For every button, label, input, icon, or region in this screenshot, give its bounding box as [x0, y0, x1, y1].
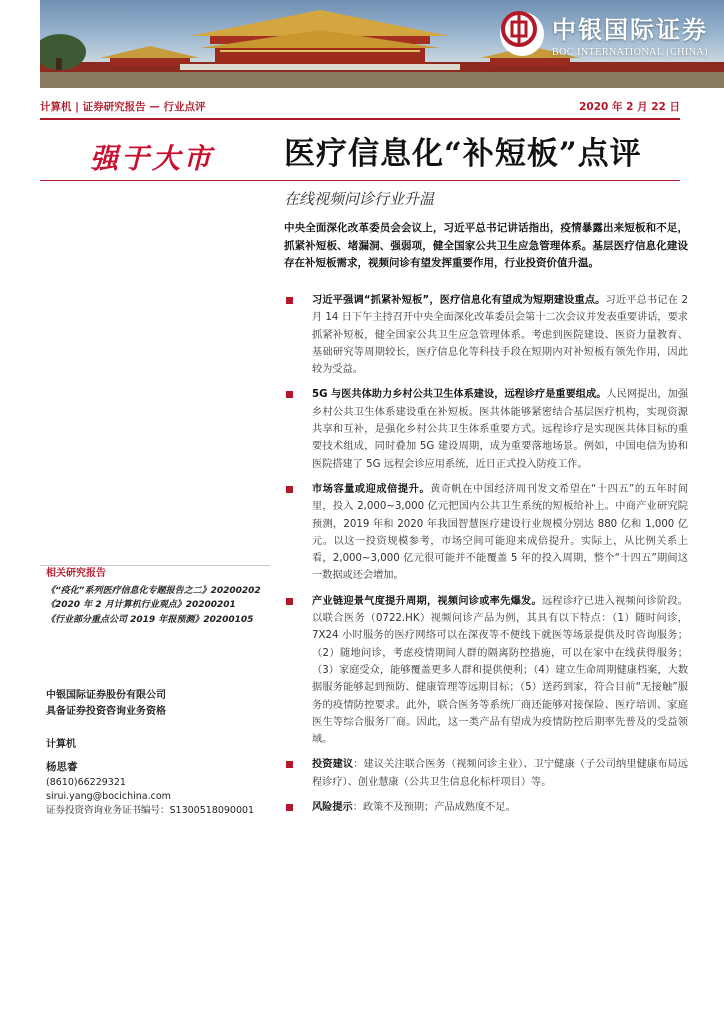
related-reports	[46, 567, 266, 627]
bullet-list	[284, 292, 688, 824]
sector-label: 计算机	[46, 739, 76, 750]
report-date: 2020 年 2 月 22 日	[579, 100, 680, 113]
related-report-item: 《行业部分重点公司 2019 年报预测》20200105	[46, 614, 254, 625]
divider-top	[40, 118, 680, 120]
bullet-lead: 产业链迎景气度提升周期，视频问诊或率先爆发。	[312, 595, 542, 607]
analyst-email: sirui.yang@bocichina.com	[46, 791, 171, 802]
bullet-body: 黄奇帆在中国经济周刊发文希望在“十四五”的五年时间里，投入 2,000~3,000 亿元把国内公共卫生系统的短板给补上。中商产业研究院预测，2019 年和 2020 年我国智慧医疗建设行业规模分别达 880 亿和 1,000 亿元。以这一投资规模参考，市场空间可能迎来成倍提升。实际上，从比例关系上看，2,000~3,000 亿元很可能并不能覆盖 5 年的投入周期，整个“十四五”期间这一数据或还会增加。	[312, 483, 688, 582]
bullet-square-icon	[286, 761, 293, 768]
bullet-item	[284, 481, 688, 585]
related-report-item: 《“疫化”系列医疗信息化专题报告之二》20200202	[46, 585, 261, 596]
bullet-body: 人民网提出，加强乡村公共卫生体系建设重在补短板。医共体能够紧密结合基层医疗机构，实现资源共享和互补，是强化乡村公共卫生体系重要方式。远程诊疗是实现医共体目标的重要技术组成，同时叠加 5G 建设周期，成为重要落地场景。例如，中国电信为协和医院搭建了 5G 远程会诊应用系统，近日正式投入防疫工作。	[312, 389, 689, 470]
related-reports-title: 相关研究报告	[46, 568, 106, 579]
brand	[500, 10, 708, 58]
bullet-square-icon	[286, 598, 293, 605]
bullet-square-icon	[286, 297, 293, 304]
brand-name-cn: 中银国际证券	[551, 15, 708, 44]
bullet-body: ：政策不及预期；产品成熟度不足。	[352, 802, 516, 814]
report-title: 医疗信息化“补短板”点评	[284, 136, 642, 172]
analyst-info	[46, 760, 266, 818]
bullet-item	[284, 292, 688, 378]
header-banner	[40, 0, 724, 88]
bullet-body: ：建议关注联合医务（视频问诊主业）、卫宁健康（子公司纳里健康布局远程诊疗）、创业慧康（公共卫生信息化标杆项目）等。	[312, 759, 688, 788]
bullet-body: 习近平总书记在 2 月 14 日下午主持召开中央全面深化改革委员会第十二次会议并发表重要讲话，要求抓紧补短板，健全国家公共卫生应急管理体系。考虑到医院建设、医资力量教育、基础研究等周期较长，医疗信息化等科技手段在短期内对补短板有领先作用，因此较为受益。	[312, 295, 688, 376]
bullet-lead: 风险提示	[312, 802, 353, 814]
bullet-square-icon	[286, 391, 293, 398]
report-meta-bar	[40, 96, 680, 116]
bullet-item	[284, 756, 688, 791]
analyst-phone: (8610)66229321	[46, 777, 126, 788]
company-name: 中银国际证券股份有限公司	[46, 690, 166, 701]
bullet-lead: 5G 与医共体助力乡村公共卫生体系建设，远程诊疗是重要组成。	[312, 389, 607, 401]
divider-related	[40, 565, 270, 566]
company-qualification: 具备证券投资咨询业务资格	[46, 706, 166, 717]
related-report-item: 《2020 年 2 月计算机行业观点》20200201	[46, 600, 236, 610]
divider-title	[40, 180, 680, 181]
brand-name-en: BOC INTERNATIONAL (CHINA)	[551, 47, 708, 58]
bullet-item	[284, 593, 688, 749]
report-category: 计算机 | 证券研究报告 — 行业点评	[40, 100, 206, 113]
company-info	[46, 688, 266, 720]
bullet-lead: 习近平强调“抓紧补短板”，医疗信息化有望成为短期建设重点。	[312, 295, 606, 306]
analyst-name: 杨思睿	[46, 761, 78, 773]
analyst-cert: 证券投资咨询业务证书编号：S1300518090001	[46, 805, 255, 816]
summary-paragraph: 中央全面深化改革委员会会议上，习近平总书记讲话指出，疫情暴露出来短板和不足，抓紧补短板、堵漏洞、强弱项，健全国家公共卫生应急管理体系。基层医疗信息化建设存在补短板需求，视频问诊有望发挥重要作用，行业投资价值升温。	[284, 222, 688, 269]
bullet-body: 远程诊疗已进入视频问诊阶段。以联合医务（0722.HK）视频问诊产品为例，其具有以下特点：（1）随时问诊，7X24 小时服务的医疗网络可以在深夜等不便线下就医等场景提供及时咨询服务；（2）随地问诊，考虑疫情期间人群的隔离防控措施，可以在家中在线获得服务；（3）家庭受众，能够覆盖更多人群和提供便利；（4）建立生命周期健康档案，大数据服务能够起到预防、健康管理等远期目标；（5）送药到家，符合目前“无接触”服务的疫情防控要求。此外，联合医务等系统厂商还能够对接保险、医疗培训、家庭医生等综合服务厂商。因此，这一类产品有望成为疫情防控后期率先普及的受益领域。	[312, 595, 688, 746]
boc-logo-icon	[500, 12, 544, 56]
bullet-item	[284, 386, 688, 472]
bullet-item	[284, 799, 688, 816]
bullet-lead: 投资建议	[312, 759, 354, 771]
bullet-square-icon	[286, 486, 293, 493]
report-subtitle: 在线视频问诊行业升温	[284, 190, 435, 208]
bullet-lead: 市场容量或迎成倍提升。	[312, 483, 431, 495]
rating-label: 强于大市	[89, 142, 214, 175]
bullet-square-icon	[286, 804, 293, 811]
